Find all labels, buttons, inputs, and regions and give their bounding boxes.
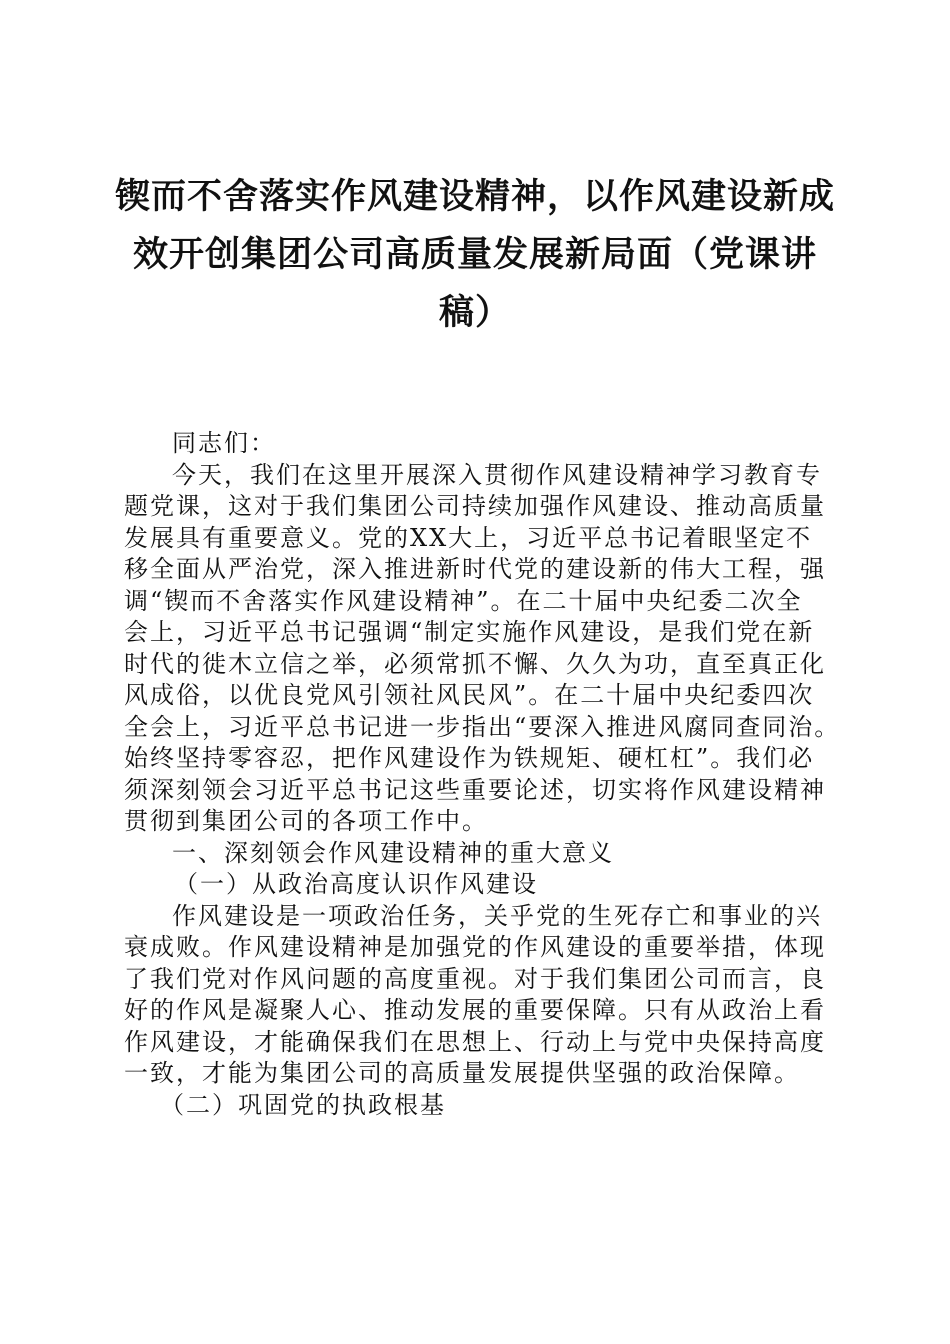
paragraph-line: 时代的徙木立信之举，必须常抓不懈、久久为功，直至真正化 xyxy=(124,649,826,678)
paragraph-line: 全会上，习近平总书记进一步指出“要深入推进风腐同查同治。 xyxy=(124,712,841,741)
section-heading: 一、深刻领会作风建设精神的重大意义 xyxy=(172,838,614,867)
paragraph-line: 作风建设，才能确保我们在思想上、行动上与党中央保持高度 xyxy=(124,1027,826,1056)
paragraph-line: 了我们党对作风问题的高度重视。对于我们集团公司而言，良 xyxy=(124,964,826,993)
salutation: 同志们： xyxy=(172,429,276,457)
paragraph-line: 发展具有重要意义。党的XX大上，习近平总书记着眼坚定不 xyxy=(124,523,813,552)
paragraph-line: 须深刻领会习近平总书记这些重要论述，切实将作风建设精神 xyxy=(124,775,826,804)
paragraph-line: 作风建设是一项政治任务，关乎党的生死存亡和事业的兴 xyxy=(172,901,822,930)
subsection-heading: （一）从政治高度认识作风建设 xyxy=(174,870,538,898)
paragraph-line: 始终坚持零容忍，把作风建设作为铁规矩、硬杠杠”。我们必 xyxy=(124,744,815,772)
paragraph-line: 调“锲而不舍落实作风建设精神”。在二十届中央纪委二次全 xyxy=(124,586,803,615)
paragraph-line: 好的作风是凝聚人心、推动发展的重要保障。只有从政治上看 xyxy=(124,996,826,1024)
subsection-heading: （二）巩固党的执政根基 xyxy=(160,1090,446,1119)
paragraph-line: 一致，才能为集团公司的高质量发展提供坚强的政治保障。 xyxy=(124,1059,800,1087)
paragraph-line: 题党课，这对于我们集团公司持续加强作风建设、推动高质量 xyxy=(124,492,826,520)
title-line-3: 稿） xyxy=(438,293,511,333)
paragraph-line: 会上，习近平总书记强调“制定实施作风建设，是我们党在新 xyxy=(124,618,815,646)
title-line-1: 锲而不舍落实作风建设精神，以作风建设新成 xyxy=(114,177,835,217)
paragraph-line: 衰成败。作风建设精神是加强党的作风建设的重要举措，体现 xyxy=(124,933,826,961)
paragraph-line: 贯彻到集团公司的各项工作中。 xyxy=(124,807,488,835)
paragraph-line: 今天，我们在这里开展深入贯彻作风建设精神学习教育专 xyxy=(172,460,822,489)
title-line-2: 效开创集团公司高质量发展新局面（党课讲 xyxy=(132,235,817,275)
document-title xyxy=(110,168,840,342)
document-body xyxy=(124,428,839,1121)
paragraph-line: 移全面从严治党，深入推进新时代党的建设新的伟大工程，强 xyxy=(124,555,826,583)
paragraph-line: 风成俗，以优良党风引领社风民风”。在二十届中央纪委四次 xyxy=(124,681,815,709)
